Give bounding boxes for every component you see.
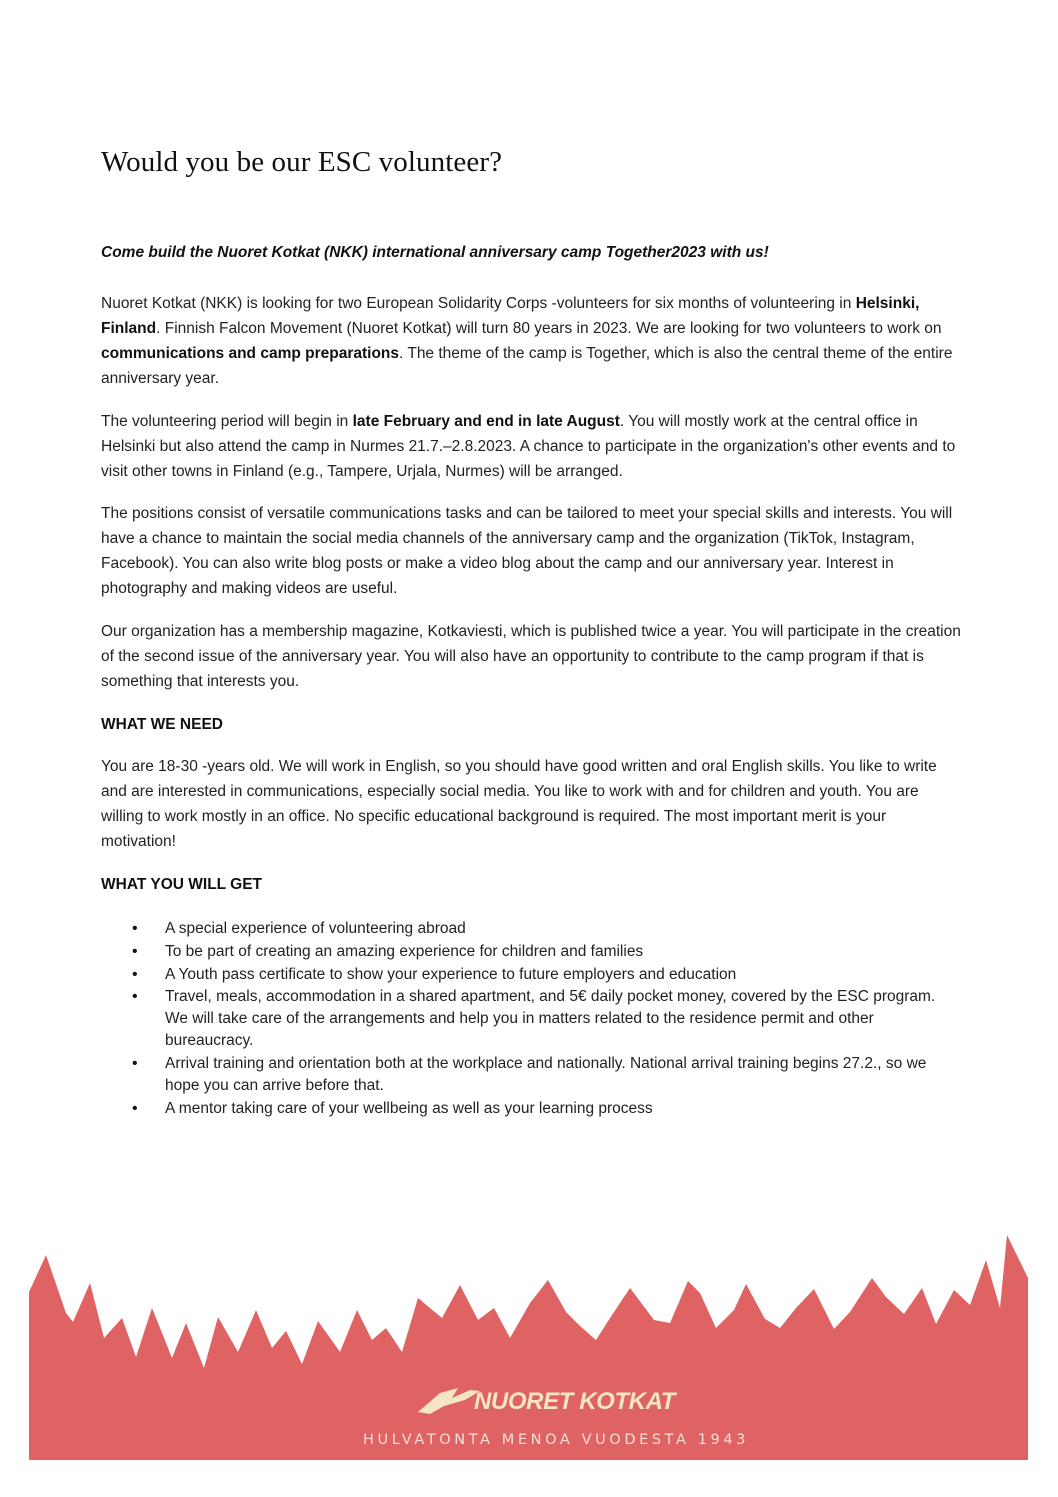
benefits-list: [101, 918, 961, 1121]
list-item-text: A mentor taking care of your wellbeing as well as your learning process: [165, 1099, 653, 1117]
role-emphasis: communications and camp preparations: [101, 345, 400, 362]
page-title: Would you be our ESC volunteer?: [101, 146, 503, 178]
list-item: [101, 941, 961, 963]
bullet-icon: •: [132, 1055, 138, 1073]
paragraph-period: [101, 409, 961, 484]
list-item-text: A Youth pass certificate to show your experience to future employers and education: [165, 965, 737, 983]
paragraph-intro-part: Nuoret Kotkat (NKK) is looking for two European Solidarity Corps -volunteers for six months of volunteering in: [101, 295, 856, 312]
paragraph-intro: [101, 291, 961, 391]
period-emphasis: late February and end in late August: [352, 413, 620, 430]
footer-tagline: HULVATONTA MENOA VUODESTA 1943: [363, 1432, 750, 1448]
list-item: [101, 964, 961, 986]
paragraph-magazine: Our organization has a membership magazine, Kotkaviesti, which is published twice a year. You will participate in the creation of the second issue of the anniversary year. You will also have an opportunity to contribute to the camp program if that is something that interests you.: [101, 623, 961, 690]
paragraph-requirements: You are 18-30 -years old. We will work in English, so you should have good written and oral English skills. You like to write and are interested in communications, especially social media. You like to work with and for children and youth. You are willing to work mostly in an office. No specific educational background is required. The most important merit is your motivation!: [101, 758, 937, 850]
lead-text: Come build the Nuoret Kotkat (NKK) international anniversary camp Together2023 with us!: [101, 244, 769, 261]
bullet-icon: •: [132, 1099, 138, 1117]
paragraph-period-part: . You will mostly work at the central office in Helsinki but also attend the camp in Nurmes 21.7.–2.8.2023. A chance to participate in the organization's other events and to visit other towns in Finland (e.g., Tampere, Urjala, Nurmes) will be arranged.: [101, 413, 956, 480]
list-item: [101, 1098, 961, 1120]
location-emphasis: Helsinki, Finland: [101, 295, 920, 337]
list-item: [101, 1053, 961, 1097]
bullet-icon: •: [132, 920, 138, 937]
paragraph-intro-part: . Finnish Falcon Movement (Nuoret Kotkat) will turn 80 years in 2023. We are looking for two volunteers to work on: [156, 320, 942, 337]
bullet-icon: •: [132, 988, 138, 1006]
list-item-text: A special experience of volunteering abroad: [165, 920, 466, 937]
list-item: [101, 918, 961, 940]
what-you-will-get-heading: WHAT YOU WILL GET: [101, 876, 263, 893]
what-we-need-heading: WHAT WE NEED: [101, 716, 223, 733]
bullet-icon: •: [132, 965, 138, 983]
paragraph-positions: The positions consist of versatile communications tasks and can be tailored to meet your special skills and interests. You will have a chance to maintain the social media channels of the anniversary camp and the organization (TikTok, Instagram, Facebook). You can also write blog posts or make a video blog about the camp and our anniversary year. Interest in photography and making videos are useful.: [101, 505, 953, 597]
brand-name: NUORET KOTKAT: [474, 1388, 676, 1415]
paragraph-period-part: The volunteering period will begin in: [101, 413, 353, 430]
paragraph-intro-part: . The theme of the camp is Together, which is also the central theme of the entire anniversary year.: [101, 345, 953, 387]
list-item-text: Travel, meals, accommodation in a shared apartment, and 5€ daily pocket money, covered by the ESC program. We will take care of the arrangements and help you in matters related to the residence permit and other bureaucracy.: [165, 988, 936, 1050]
list-item-text: Arrival training and orientation both at the workplace and nationally. National arrival training begins 27.2., so we hope you can arrive before that.: [165, 1055, 927, 1095]
list-item: [101, 986, 961, 1052]
forest-silhouette: [29, 1235, 1028, 1460]
bullet-icon: •: [132, 942, 138, 960]
footer-forest-banner: [0, 1228, 1058, 1478]
list-item-text: To be part of creating an amazing experience for children and families: [165, 942, 644, 960]
